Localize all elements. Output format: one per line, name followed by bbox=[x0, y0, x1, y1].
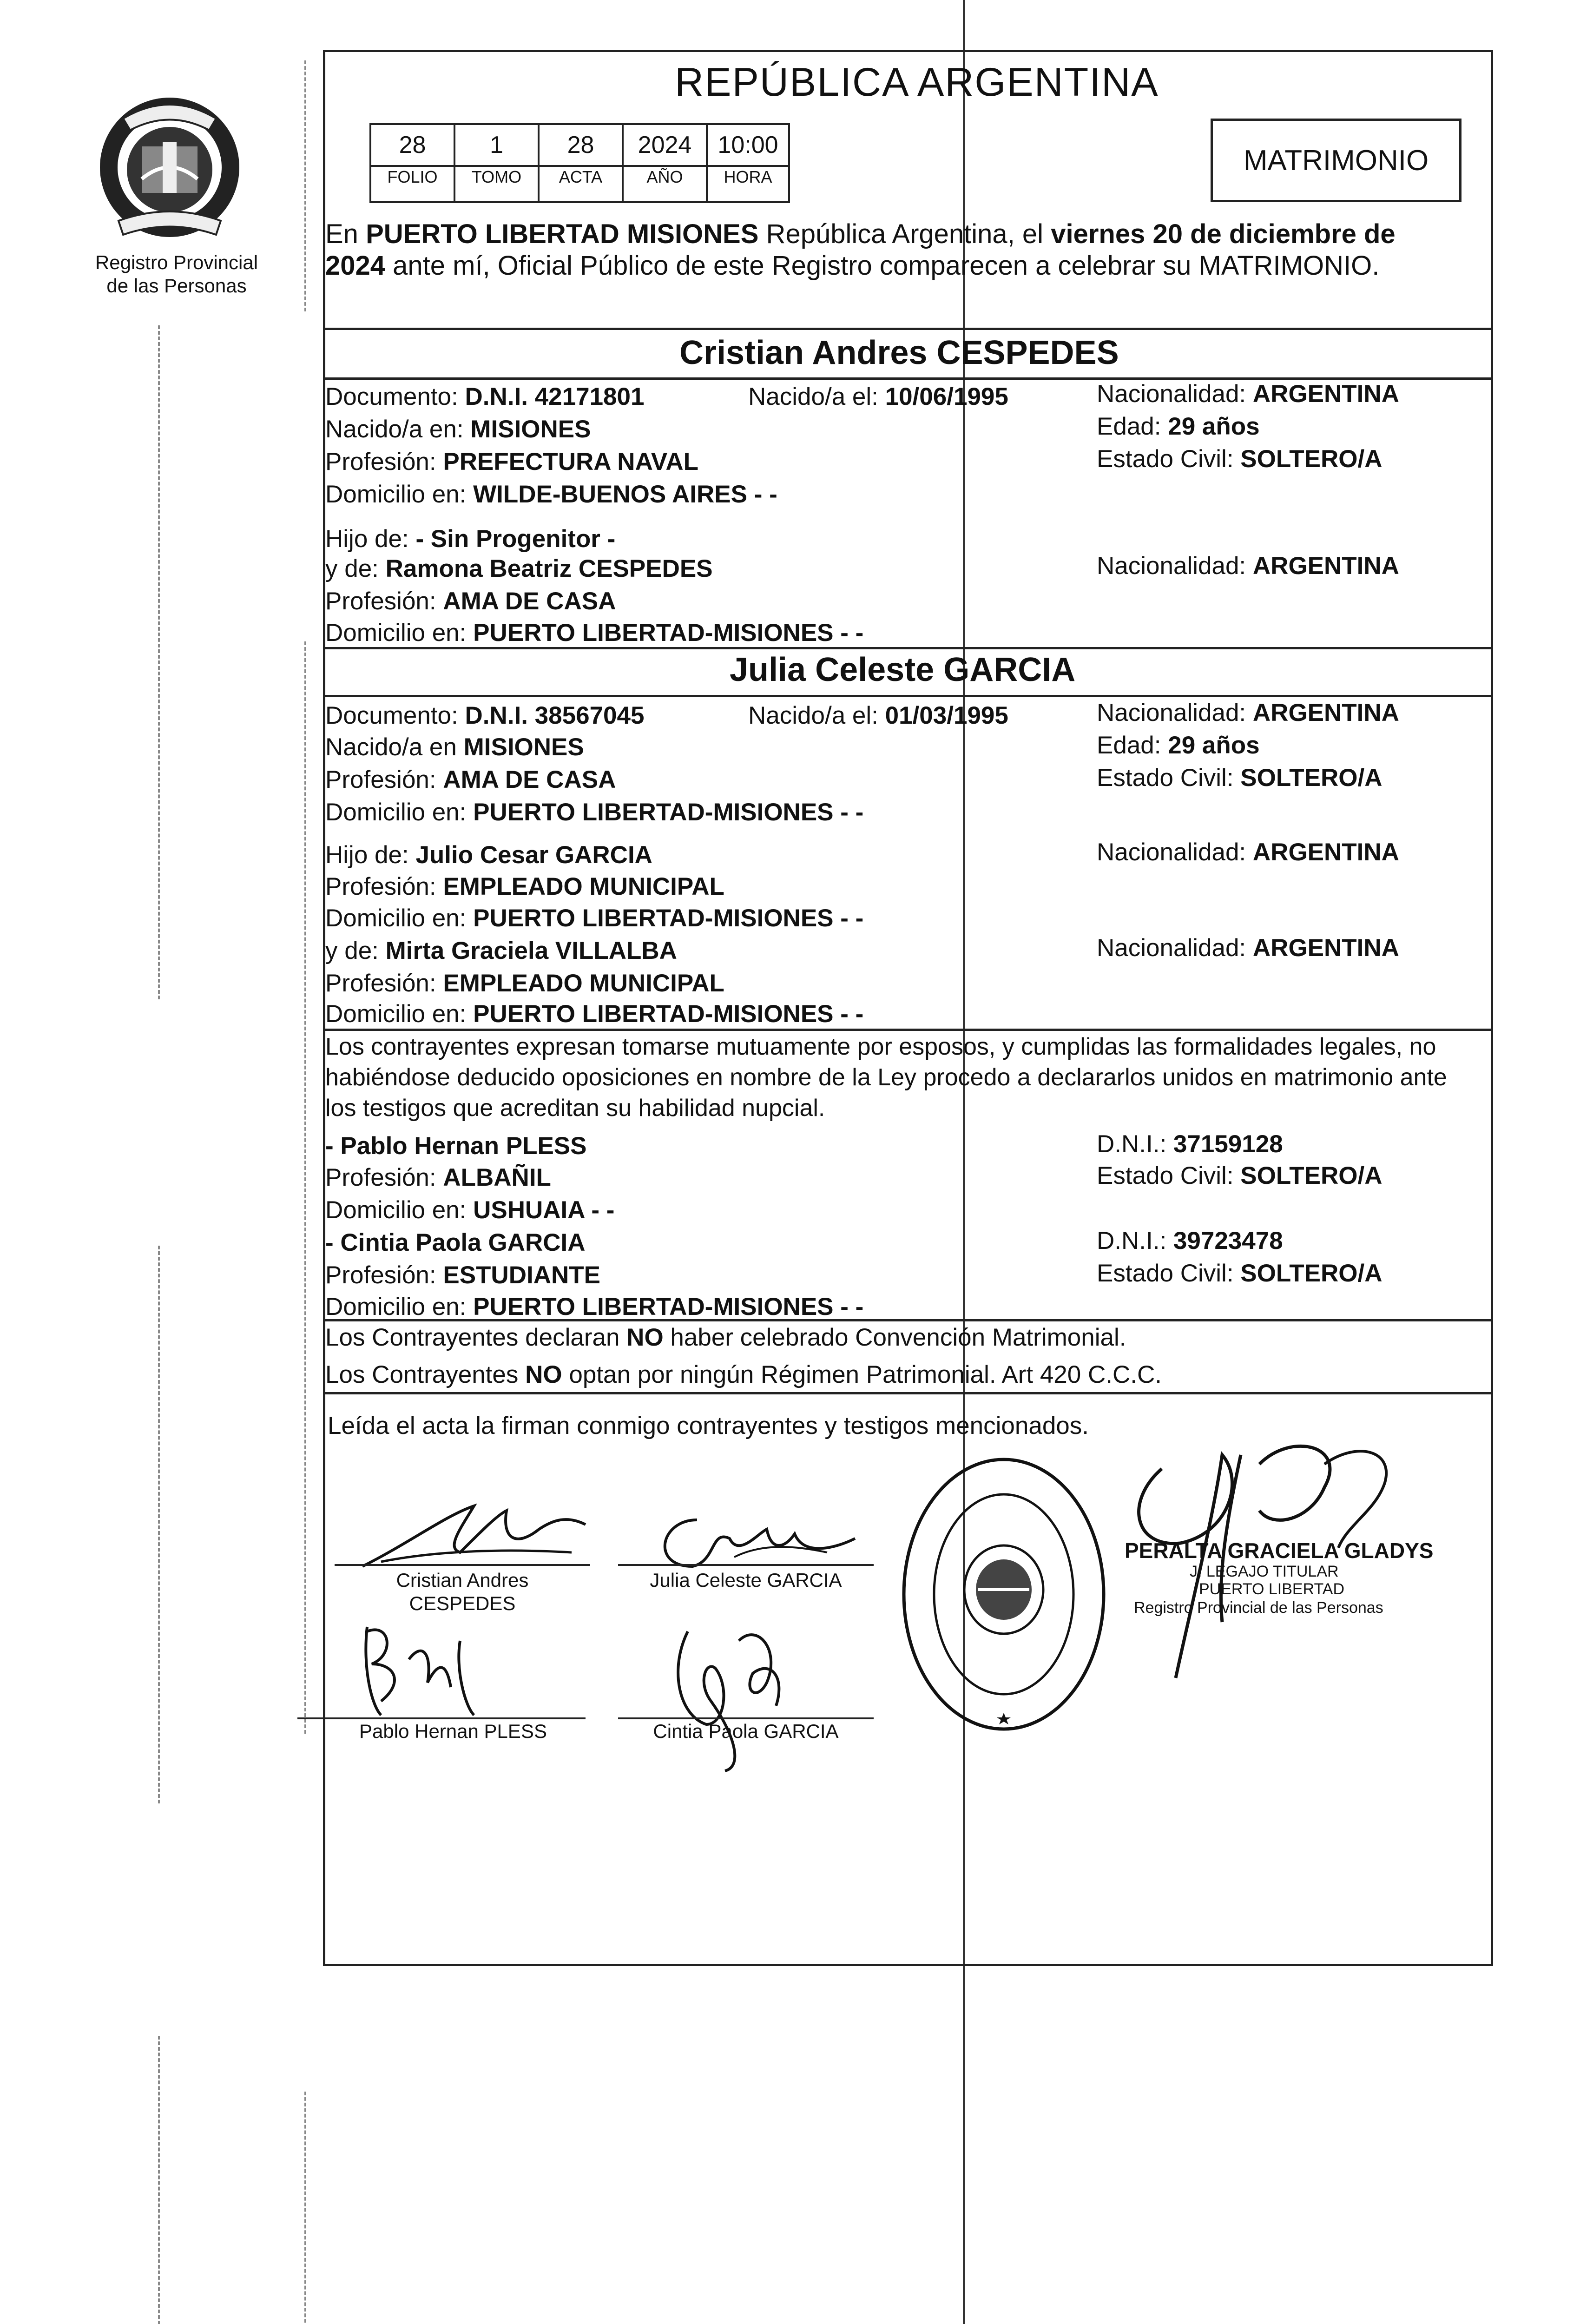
record-cell-folio bbox=[371, 125, 455, 201]
spouse2-nationality: Nacionalidad: ARGENTINA bbox=[1097, 699, 1399, 726]
intro-line-2: 2024 ante mí, Oficial Público de este Registro comparecen a celebrar su MATRIMONIO. bbox=[325, 251, 1380, 281]
logo-caption-line1: Registro Provincial bbox=[95, 251, 258, 273]
closing-statement: Leída el acta la firman conmigo contrayentes y testigos mencionados. bbox=[328, 1412, 1089, 1439]
spouse1-father: Hijo de: - Sin Progenitor - bbox=[325, 525, 616, 553]
hora-label: HORA bbox=[724, 167, 772, 186]
spouse2-address: Domicilio en: PUERTO LIBERTAD-MISIONES - - bbox=[325, 799, 864, 826]
convention-line-2: Los Contrayentes NO optan por ningún Régimen Patrimonial. Art 420 C.C.C. bbox=[325, 1361, 1162, 1388]
witness2-profession: Profesión: ESTUDIANTE bbox=[325, 1261, 600, 1289]
spouse1-civil-status: Estado Civil: SOLTERO/A bbox=[1097, 445, 1382, 473]
signature-label-witness1: Pablo Hernan PLESS bbox=[359, 1720, 547, 1742]
record-cell-ano bbox=[624, 125, 708, 201]
declaration-line-3: los testigos que acreditan su habilidad nupcial. bbox=[325, 1095, 825, 1122]
spouse1-age: Edad: 29 años bbox=[1097, 413, 1260, 440]
divider bbox=[323, 1319, 1493, 1321]
signature-line bbox=[618, 1564, 874, 1566]
spouse2-civil-status: Estado Civil: SOLTERO/A bbox=[1097, 764, 1382, 792]
spouse2-document: Documento: D.N.I. 38567045 bbox=[325, 702, 645, 729]
witness2-dni: D.N.I.: 39723478 bbox=[1097, 1227, 1283, 1254]
province-seal-logo bbox=[91, 86, 249, 244]
margin-dash bbox=[304, 641, 306, 1734]
ano-value: 2024 bbox=[624, 125, 706, 167]
signature-line bbox=[335, 1564, 590, 1566]
margin-dash bbox=[158, 325, 160, 999]
document-title: REPÚBLICA ARGENTINA bbox=[675, 60, 1159, 105]
acta-value: 28 bbox=[540, 125, 622, 167]
spouse1-mother-address: Domicilio en: PUERTO LIBERTAD-MISIONES - - bbox=[325, 619, 864, 647]
margin-dash bbox=[304, 2092, 306, 2324]
spouse2-name: Julia Celeste GARCIA bbox=[730, 651, 1076, 688]
acta-label: ACTA bbox=[559, 167, 603, 186]
signature-line bbox=[618, 1717, 874, 1719]
record-type-label: MATRIMONIO bbox=[1243, 144, 1429, 177]
signature-label-spouse2: Julia Celeste GARCIA bbox=[650, 1569, 842, 1591]
record-cell-acta bbox=[540, 125, 624, 201]
official-registry: Registro Provincial de las Personas bbox=[1134, 1599, 1383, 1617]
hora-value: 10:00 bbox=[708, 125, 788, 167]
signature-label-spouse1: Cristian Andres CESPEDES bbox=[396, 1569, 529, 1614]
spouse2-mother-nationality: Nacionalidad: ARGENTINA bbox=[1097, 934, 1399, 962]
spouse2-mother-profession: Profesión: EMPLEADO MUNICIPAL bbox=[325, 970, 724, 997]
spouse2-mother: y de: Mirta Graciela VILLALBA bbox=[325, 937, 677, 964]
divider bbox=[323, 647, 1493, 649]
official-stamp bbox=[897, 1450, 1111, 1738]
spouse1-birthdate: Nacido/a el: 10/06/1995 bbox=[748, 383, 1008, 410]
official-name: PERALTA GRACIELA GLADYS bbox=[1125, 1538, 1434, 1563]
margin-dash bbox=[158, 2036, 160, 2324]
intro-line-1: En PUERTO LIBERTAD MISIONES República Argentina, el viernes 20 de diciembre de bbox=[325, 219, 1396, 249]
spouse2-birthdate: Nacido/a el: 01/03/1995 bbox=[748, 702, 1008, 729]
folio-label: FOLIO bbox=[387, 167, 438, 186]
folio-value: 28 bbox=[371, 125, 454, 167]
record-table bbox=[369, 123, 790, 203]
witness1-profession: Profesión: ALBAÑIL bbox=[325, 1164, 551, 1191]
tomo-value: 1 bbox=[455, 125, 538, 167]
spouse2-father-profession: Profesión: EMPLEADO MUNICIPAL bbox=[325, 873, 724, 900]
official-office: PUERTO LIBERTAD bbox=[1199, 1580, 1345, 1598]
record-type-box bbox=[1211, 119, 1462, 202]
declaration-line-2: habiéndose deducido oposiciones en nombre de la Ley procedo a declararlos unidos en matrimonio ante bbox=[325, 1064, 1447, 1091]
margin-dash bbox=[304, 60, 306, 311]
signature-spouse1 bbox=[353, 1487, 595, 1580]
spouse2-father: Hijo de: Julio Cesar GARCIA bbox=[325, 841, 652, 869]
signature-witness1 bbox=[353, 1613, 502, 1729]
ano-label: AÑO bbox=[646, 167, 683, 186]
logo-caption bbox=[84, 251, 270, 297]
spouse1-address: Domicilio en: WILDE-BUENOS AIRES - - bbox=[325, 481, 777, 508]
signature-label-witness2: Cintia Paola GARCIA bbox=[653, 1720, 839, 1742]
spouse1-nationality: Nacionalidad: ARGENTINA bbox=[1097, 380, 1399, 408]
spouse1-mother-profession: Profesión: AMA DE CASA bbox=[325, 588, 616, 615]
declaration-line-1: Los contrayentes expresan tomarse mutuamente por esposos, y cumplidas las formalidades legales, no bbox=[325, 1033, 1436, 1060]
signature-line bbox=[297, 1717, 586, 1719]
tomo-label: TOMO bbox=[471, 167, 522, 186]
spouse1-name: Cristian Andres CESPEDES bbox=[679, 334, 1119, 371]
official-title: J. LEGAJO TITULAR bbox=[1190, 1563, 1339, 1580]
spouse1-birthplace: Nacido/a en: MISIONES bbox=[325, 416, 591, 443]
spouse2-profession: Profesión: AMA DE CASA bbox=[325, 766, 616, 793]
spouse2-father-address: Domicilio en: PUERTO LIBERTAD-MISIONES - - bbox=[325, 905, 864, 932]
signature-witness2 bbox=[651, 1613, 827, 1780]
divider bbox=[323, 1029, 1493, 1031]
spouse2-father-nationality: Nacionalidad: ARGENTINA bbox=[1097, 838, 1399, 866]
record-cell-hora bbox=[708, 125, 788, 201]
witness2-civil-status: Estado Civil: SOLTERO/A bbox=[1097, 1260, 1382, 1287]
divider bbox=[323, 328, 1493, 330]
divider bbox=[323, 695, 1493, 697]
spouse1-mother-nationality: Nacionalidad: ARGENTINA bbox=[1097, 552, 1399, 580]
witness1-address: Domicilio en: USHUAIA - - bbox=[325, 1196, 615, 1224]
record-cell-tomo bbox=[455, 125, 540, 201]
margin-dash bbox=[158, 1246, 160, 1803]
spouse2-birthplace: Nacido/a en MISIONES bbox=[325, 733, 584, 761]
witness1-dni: D.N.I.: 37159128 bbox=[1097, 1130, 1283, 1158]
spouse2-age: Edad: 29 años bbox=[1097, 732, 1260, 759]
witness1-name: - Pablo Hernan PLESS bbox=[325, 1132, 587, 1160]
witness1-civil-status: Estado Civil: SOLTERO/A bbox=[1097, 1162, 1382, 1189]
spouse1-profession: Profesión: PREFECTURA NAVAL bbox=[325, 448, 698, 475]
spouse2-mother-address: Domicilio en: PUERTO LIBERTAD-MISIONES - - bbox=[325, 1000, 864, 1028]
witness2-address: Domicilio en: PUERTO LIBERTAD-MISIONES - - bbox=[325, 1293, 864, 1320]
divider bbox=[323, 1392, 1493, 1394]
witness2-name: - Cintia Paola GARCIA bbox=[325, 1229, 586, 1256]
convention-line-1: Los Contrayentes declaran NO haber celebrado Convención Matrimonial. bbox=[325, 1324, 1126, 1351]
logo-caption-line2: de las Personas bbox=[106, 275, 247, 297]
spouse1-document: Documento: D.N.I. 42171801 bbox=[325, 383, 645, 410]
spouse1-mother: y de: Ramona Beatriz CESPEDES bbox=[325, 555, 713, 582]
